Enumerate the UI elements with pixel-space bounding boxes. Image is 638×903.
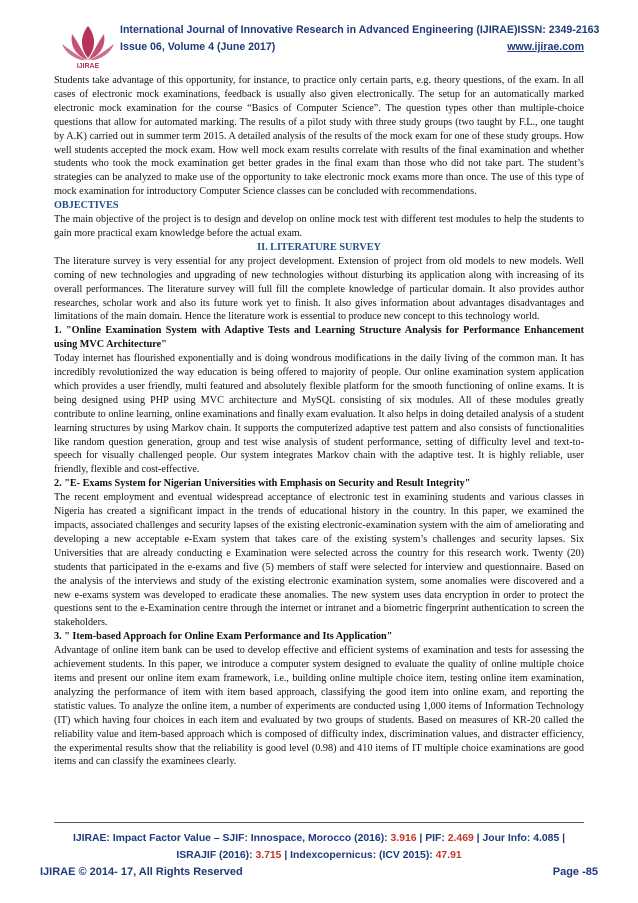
item2-heading: 2. "E- Exams System for Nigerian Universities with Emphasis on Security and Result Integrity" xyxy=(54,478,471,490)
objectives-paragraph: The main objective of the project is to design and develop on online mock test with different test modules to help the students to gain more practical exam knowledge before the actual exam. xyxy=(54,214,584,239)
item3-heading: 3. " Item-based Approach for Online Exam Performance and Its Application" xyxy=(54,631,393,643)
section-heading: II. LITERATURE SURVEY xyxy=(257,241,381,253)
metrics-prefix: IJIRAE: Impact Factor Value – SJIF: Innospace, Morocco (2016): xyxy=(72,833,391,844)
footer-line-2 xyxy=(54,847,584,864)
issn: ISSN: 2349-2163 xyxy=(517,24,600,36)
journal-title: International Journal of Innovative Research in Advanced Engineering (IJIRAE) xyxy=(120,24,518,36)
website-link[interactable]: www.ijirae.com xyxy=(507,41,584,53)
article-body xyxy=(54,74,584,769)
israjif-prefix: ISRAJIF (2016): xyxy=(176,850,256,861)
footer-divider xyxy=(54,822,584,823)
logo-text: IJIRAE xyxy=(76,63,100,70)
item1-paragraph: Today internet has flourished exponentially and is doing wondrous modifications in the daily living of the common man. It has incredibly revolutionized the way education is being offered to majority of people. Our online examination system application which provides a user friendly, multi featured and absolutely flexible platform for the smooth functioning of online exams. It is being designed using PHP using MVC architecture and MySQL consisting of six modules. All of these modules greatly contribute to online learning, online examinations and finally exam evaluation. It also helps in doing detailed analysis of a student learning structures by using Markov chain. It supports the computerized adaptive test pattern and also consists of functionalities like random question generation, group and test wise analysis of student performance, setting of difficulty level and text-to-speech for visually challenged people. Our system integrates Markov chain with the adaptive test. It is highly reliable, user friendly, flexible and cost-effective. xyxy=(54,353,584,476)
israjif-value: 3.715 xyxy=(255,850,282,861)
footer-metrics xyxy=(54,830,584,864)
intro-paragraph: Students take advantage of this opportunity, for instance, to practice only certain parts, e.g. theory questions, of the exam. In all cases of electronic mock examinations, feedback is usually also given electronically. The setup for an automatically marked electronic mock examination for the course “Basics of Computer Science”. The question types other than multiple-choice questions that allow for automated marking. The results of a pilot study with three study groups (two taught by F.L., one taught by A.K) carried out in summer term 2015. A detailed analysis of the results of the mock exam for one of these study groups. How well students accepted the mock exam. How well mock exam results correlate with results of the final examination and whether students who took the mock examination get better grades in the final exam than those who did not take part. The student’s strategies can be analyzed to make use of the opportunity to take electronic mock exams more than once. The use of this type of mock examination for introductory Computer Science classes can be concluded with recommendations. xyxy=(54,75,584,198)
pif-prefix: | PIF: xyxy=(416,833,448,844)
item3-paragraph: Advantage of online item bank can be used to develop effective and efficient systems of examination and tests for assessing the achievement students. In this paper, we introduce a computer system designed to evaluate the quality of online multiple choice items and present our online item exam framework, i.e., building online multiple choice item, testing online item examination, analyzing the performance of item with item based approach, classifying the good item into online exam, and reporting the statistic values. To analyze the online item, a number of experiments are conducted using 1,000 items of Information Technology (IT) which having four choices in each item and evaluated by two groups of students. Based on measures of KR-20 called the reliability value and item-based approach which is composed of difficulty index, discrimination values, and distracter efficiency, the experimental results show that the reliability is good level (0.98) and 410 items of IT multiple choice examinations are good items and can classify the examinees clearly. xyxy=(54,645,584,768)
header-text xyxy=(120,22,600,56)
page-header xyxy=(54,0,600,74)
sjif-value: 3.916 xyxy=(390,833,417,844)
issue-info: Issue 06, Volume 4 (June 2017) xyxy=(120,41,276,53)
survey-paragraph: The literature survey is very essential for any project development. Extension of project from old models to new models. Well coming of new technologies and upgrading of new technologies without disturbing its application along with increasing of its overall performances. The literature survey will full fill the complete knowledge of particular domain. It also provides author researches, scholar work and also its future work yet to finish. It also gives information about advantages disadvantages and limitations of the main domain. Hence the literature work is essential to produce new concept to this technology world. xyxy=(54,255,584,323)
copyright: IJIRAE © 2014- 17, All Rights Reserved xyxy=(40,866,243,878)
item2-paragraph: The recent employment and eventual widespread acceptance of electronic test in examining students and various classes in Nigeria has created a significant impact in the trends of educational history in the country. In this paper, we examined the impacts, associated challenges and security lapses of the existing electronic-examination system with the aim of ameliorating and developing a new acceptable e-Exam system that takes care of the existing system’s challenges and security lapses. Six Universities that are already conducting e Examination were selected across the country for this research work. Twenty (20) students that participated in the e-exams and five (5) members of staff were selected for interview and questionnaire. Based on the analysis of the interviews and study of the existing electronic examination system, some anomalies were discovered and a new e-exams system was developed to eradicate these anomalies. The new system uses data encryption in order to protect the questions sent to the e-Examination centre through the internet or intranet and a biometric fingerprint authentication to screen the stakeholders. xyxy=(54,492,584,629)
page-number: Page -85 xyxy=(552,866,598,878)
icv-prefix: | Indexcopernicus: (ICV 2015): xyxy=(281,850,436,861)
journal-logo-icon xyxy=(58,20,118,70)
icv-value: 47.91 xyxy=(435,850,462,861)
item1-heading: 1. "Online Examination System with Adaptive Tests and Learning Structure Analysis for Performance Enhancement using MVC Architecture" xyxy=(54,325,584,351)
jour-info: | Jour Info: 4.085 | xyxy=(473,833,566,844)
pif-value: 2.469 xyxy=(447,833,474,844)
footer-line-1 xyxy=(54,830,584,847)
page-bottom xyxy=(40,866,598,878)
objectives-heading: OBJECTIVES xyxy=(54,200,119,212)
